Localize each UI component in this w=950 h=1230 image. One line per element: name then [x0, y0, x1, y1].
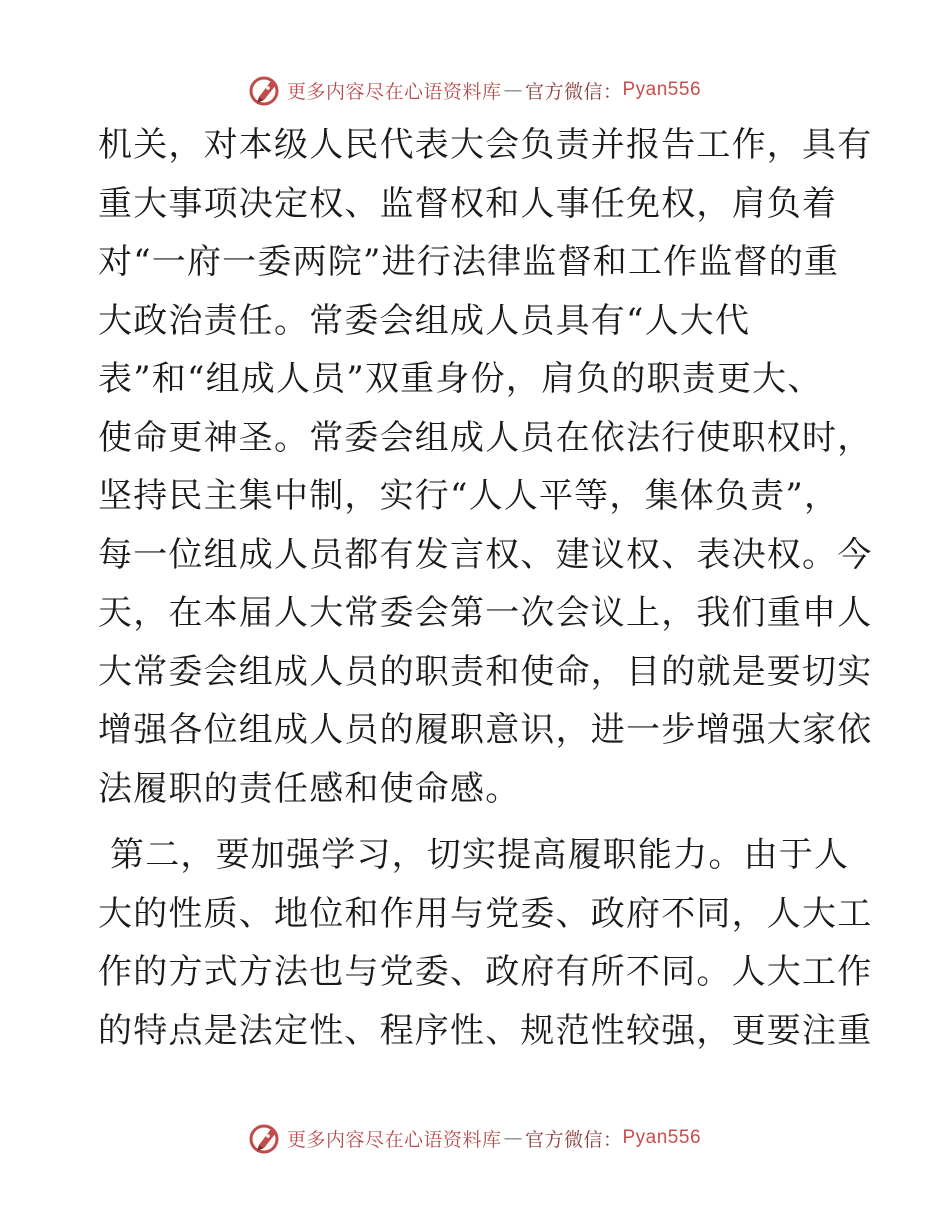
banner-wechat-label: 官方微信：	[524, 80, 623, 103]
text-line: 第二，要加强学习，切实提高履职能力。由于人	[98, 835, 850, 875]
text-line: 对“一府一委两院”进行法律监督和工作监督的重	[98, 242, 840, 282]
text-line: 大政治责任。常委会组成人员具有“人大代	[98, 300, 751, 341]
text-line: 每一位组成人员都有发言权、建议权、表决权。今	[98, 534, 873, 575]
document-body	[98, 116, 873, 1060]
banner-wechat-handle: Pyan556	[622, 1127, 702, 1148]
text-line: 作的方式方法也与党委、政府有所不同。人大工作	[98, 952, 873, 992]
banner-wechat-handle: Pyan556	[622, 79, 702, 100]
pen-nib-logo-icon	[249, 73, 283, 107]
paragraph-1	[98, 116, 873, 818]
pen-nib-logo-icon	[249, 1121, 283, 1155]
text-line: 法履职的责任感和使命感。	[98, 768, 521, 809]
text-line: 坚持民主集中制，实行“人人平等，集体负责”，	[98, 476, 840, 516]
text-line: 增强各位组成人员的履职意识，进一步增强大家依	[98, 710, 873, 750]
text-line: 大的性质、地位和作用与党委、政府不同，人大工	[98, 893, 873, 934]
text-line: 使命更神圣。常委会组成人员在依法行使职权时，	[98, 417, 873, 458]
banner-dash: —	[503, 1127, 523, 1149]
footer-watermark-banner	[0, 1118, 950, 1158]
text-line: 天，在本届人大常委会第一次会议上，我们重申人	[98, 593, 873, 633]
text-line: 表”和“组成人员”双重身份，肩负的职责更大、	[98, 359, 823, 399]
banner-main-text: 更多内容尽在心语资料库	[286, 1128, 502, 1151]
text-line: 的特点是法定性、程序性、规范性较强，更要注重	[98, 1010, 873, 1051]
banner-dash: —	[503, 79, 523, 101]
banner-wechat-label: 官方微信：	[524, 1128, 623, 1151]
text-line: 重大事项决定权、监督权和人事任免权，肩负着	[98, 183, 838, 224]
text-line: 大常委会组成人员的职责和使命，目的就是要切实	[98, 651, 873, 692]
text-line: 机关，对本级人民代表大会负责并报告工作，具有	[98, 125, 873, 165]
paragraph-2	[98, 826, 873, 1060]
header-watermark-banner	[0, 70, 950, 110]
banner-main-text: 更多内容尽在心语资料库	[286, 80, 502, 103]
